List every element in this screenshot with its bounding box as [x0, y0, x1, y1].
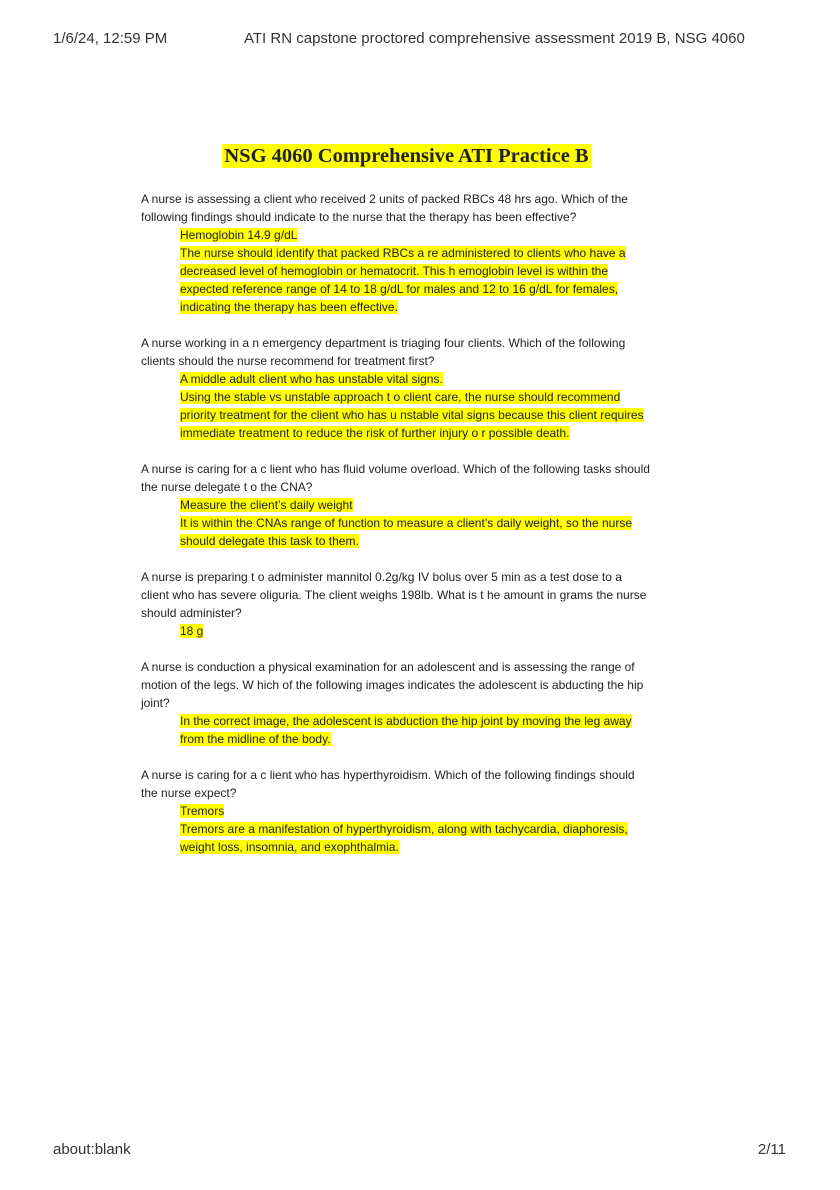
question-text: [141, 190, 681, 226]
answer-rationale: [180, 802, 681, 856]
question-line: A nurse is caring for a c lient who has hyperthyroidism. Which of the following findings should: [141, 768, 635, 782]
highlighted-answer-line: Measure the client’s daily weight: [180, 498, 353, 512]
question-text: [141, 568, 681, 622]
question-block: [141, 766, 681, 856]
highlighted-answer-line: A middle adult client who has unstable vital signs.: [180, 372, 443, 386]
question-line: client who has severe oliguria. The client weighs 198lb. What is t he amount in grams the nurse: [141, 588, 647, 602]
question-line: A nurse is conduction a physical examination for an adolescent and is assessing the range of: [141, 660, 635, 674]
highlighted-answer-line: The nurse should identify that packed RBCs a re administered to clients who have a: [180, 246, 626, 260]
highlighted-answer-line: priority treatment for the client who has u nstable vital signs because this client requires: [180, 408, 644, 422]
question-block: [141, 334, 681, 442]
question-block: [141, 658, 681, 748]
highlighted-answer-line: It is within the CNAs range of function to measure a client’s daily weight, so the nurse: [180, 516, 633, 530]
answer-line-row: [180, 298, 681, 316]
highlighted-answer-line: expected reference range of 14 to 18 g/dL for males and 12 to 16 g/dL for females,: [180, 282, 619, 296]
answer-line-row: [180, 838, 681, 856]
answer-rationale: [180, 712, 681, 748]
answer-line-row: [180, 388, 681, 406]
highlighted-answer-line: Tremors are a manifestation of hyperthyroidism, along with tachycardia, diaphoresis,: [180, 822, 628, 836]
answer-line-row: [180, 622, 681, 640]
answer-rationale: [180, 622, 681, 640]
highlighted-answer-line: weight loss, insomnia, and exophthalmia.: [180, 840, 399, 854]
question-line: motion of the legs. W hich of the following images indicates the adolescent is abducting the hip: [141, 678, 644, 692]
highlighted-answer-line: indicating the therapy has been effective.: [180, 300, 398, 314]
highlighted-answer-line: In the correct image, the adolescent is abduction the hip joint by moving the leg away: [180, 714, 632, 728]
question-text: [141, 334, 681, 370]
highlighted-answer-line: Tremors: [180, 804, 225, 818]
question-block: [141, 460, 681, 550]
answer-line-row: [180, 424, 681, 442]
answer-line-row: [180, 802, 681, 820]
question-line: should administer?: [141, 606, 242, 620]
answer-rationale: [180, 226, 681, 316]
highlighted-answer-line: immediate treatment to reduce the risk of further injury o r possible death.: [180, 426, 570, 440]
answer-line-row: [180, 514, 681, 532]
question-block: [141, 568, 681, 640]
answer-line-row: [180, 820, 681, 838]
answer-line-row: [180, 262, 681, 280]
question-block: [141, 190, 681, 316]
answer-line-row: [180, 370, 681, 388]
highlighted-answer-line: should delegate this task to them.: [180, 534, 359, 548]
question-line: A nurse working in a n emergency department is triaging four clients. Which of the following: [141, 336, 626, 350]
print-footer-url: about:blank: [53, 1141, 131, 1158]
answer-line-row: [180, 712, 681, 730]
highlighted-answer-line: from the midline of the body.: [180, 732, 331, 746]
print-header-title: ATI RN capstone proctored comprehensive assessment 2019 B, NSG 4060: [244, 30, 745, 47]
answer-line-row: [180, 730, 681, 748]
question-line: the nurse delegate t o the CNA?: [141, 480, 313, 494]
highlighted-answer-line: Using the stable vs unstable approach t o client care, the nurse should recommend: [180, 390, 621, 404]
question-text: [141, 766, 681, 802]
answer-rationale: [180, 370, 681, 442]
answer-line-row: [180, 244, 681, 262]
answer-rationale: [180, 496, 681, 550]
highlighted-answer-line: decreased level of hemoglobin or hematocrit. This h emoglobin level is within the: [180, 264, 609, 278]
question-list: [141, 190, 681, 874]
answer-line-row: [180, 406, 681, 424]
document-title: NSG 4060 Comprehensive ATI Practice B: [224, 145, 589, 167]
answer-line-row: [180, 496, 681, 514]
question-text: [141, 460, 681, 496]
print-footer-page-number: 2/11: [757, 1141, 786, 1158]
answer-line-row: [180, 532, 681, 550]
question-text: [141, 658, 681, 712]
highlighted-answer-line: Hemoglobin 14.9 g/dL: [180, 228, 298, 242]
highlighted-answer-line: 18 g: [180, 624, 204, 638]
question-line: the nurse expect?: [141, 786, 237, 800]
question-line: A nurse is assessing a client who received 2 units of packed RBCs 48 hrs ago. Which of the: [141, 192, 628, 206]
question-line: clients should the nurse recommend for treatment first?: [141, 354, 435, 368]
answer-line-row: [180, 280, 681, 298]
question-line: A nurse is preparing t o administer mannitol 0.2g/kg IV bolus over 5 min as a test dose to a: [141, 570, 622, 584]
question-line: A nurse is caring for a c lient who has fluid volume overload. Which of the following tasks should: [141, 462, 650, 476]
question-line: joint?: [141, 696, 170, 710]
answer-line-row: [180, 226, 681, 244]
print-header-datetime: 1/6/24, 12:59 PM: [53, 30, 168, 47]
document-title-container: [0, 145, 813, 168]
question-line: following findings should indicate to the nurse that the therapy has been effective?: [141, 210, 577, 224]
